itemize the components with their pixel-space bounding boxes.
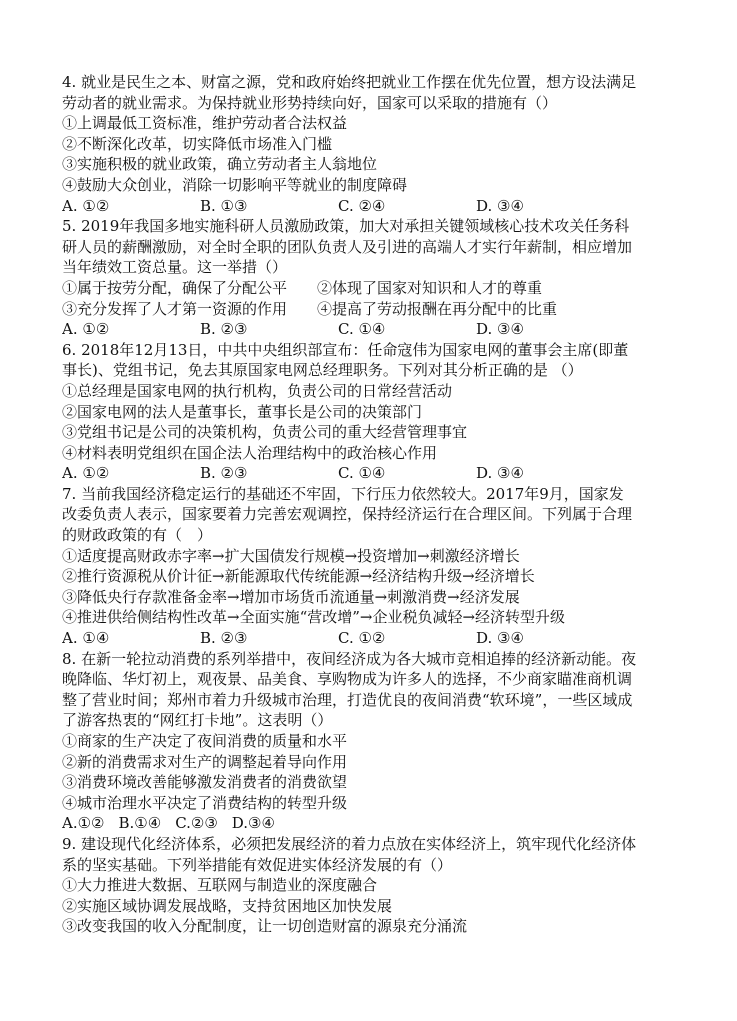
- statement-item: ③实施积极的就业政策，确立劳动者主人翁地位: [62, 155, 378, 174]
- answer-options: [62, 813, 702, 834]
- question-stem-line: 事长)、党组书记，免去其原国家电网总经理职务。下列对其分析正确的是 （）: [62, 361, 583, 380]
- option-a: A. ①②: [62, 196, 110, 215]
- question-8: [62, 649, 702, 834]
- option-b: B. ①③: [200, 196, 248, 215]
- question-stem-line: 6. 2018年12月13日，中共中央组织部宣布：任命寇伟为国家电网的董事会主席(即董: [62, 340, 629, 359]
- option-d: D. ③④: [476, 464, 524, 483]
- option-c: C. ①④: [338, 464, 386, 483]
- option-a: A. ①②: [62, 464, 110, 483]
- question-6: [62, 340, 702, 484]
- exam-page: [62, 72, 702, 937]
- statement-item: ④材料表明党组织在国企法人治理结构中的政治核心作用: [62, 443, 438, 462]
- statement-item: ③党组书记是公司的决策机构，负责公司的重大经营管理事宜: [62, 423, 468, 442]
- option-c: C.②③: [175, 814, 218, 833]
- statement-item: ②实施区域协调发展战略，支持贫困地区加快发展: [62, 896, 393, 915]
- option-a: A. ①④: [62, 629, 110, 648]
- statement-item: ①适度提高财政赤字率→扩大国债发行规模→投资增加→刺激经济增长: [62, 546, 520, 565]
- option-b: B. ②③: [200, 464, 248, 483]
- statement-item: ①属于按劳分配，确保了分配公平 ②体现了国家对知识和人才的尊重: [62, 278, 543, 297]
- option-a: A.①②: [62, 814, 105, 833]
- option-c: C. ①④: [338, 320, 386, 339]
- option-d: D.③④: [231, 814, 275, 833]
- statement-item: ①总经理是国家电网的执行机构，负责公司的日常经营活动: [62, 381, 453, 400]
- statement-item: ②国家电网的法人是董事长，董事长是公司的决策部门: [62, 402, 423, 421]
- statement-item: ①大力推进大数据、互联网与制造业的深度融合: [62, 876, 378, 895]
- statement-item: ①商家的生产决定了夜间消费的质量和水平: [62, 732, 348, 750]
- statement-item: ③充分发挥了人才第一资源的作用 ④提高了劳动报酬在再分配中的比重: [62, 299, 558, 318]
- statement-item: ③降低央行存款准备金率→增加市场货币流通量→刺激消费→经济发展: [62, 587, 520, 606]
- question-stem-line: 研人员的薪酬激励，对全时全职的团队负责人及引进的高端人才实行年薪制，相应增加: [62, 237, 633, 256]
- question-stem-line: 当年绩效工资总量。这一举措（）: [62, 258, 288, 277]
- option-d: D. ③④: [476, 320, 524, 339]
- statement-item: ②推行资源税从价计征→新能源取代传统能源→经济结构升级→经济增长: [62, 567, 535, 586]
- question-7: [62, 484, 702, 649]
- statement-item: ③消费环境改善能够激发消费者的消费欲望: [62, 773, 348, 792]
- question-stem-line: 7. 当前我国经济稳定运行的基础还不牢固，下行压力依然较大。2017年9月，国家发: [62, 484, 624, 503]
- option-b: B. ②③: [200, 629, 248, 648]
- question-4: [62, 72, 702, 216]
- option-c: C. ②④: [338, 196, 386, 215]
- option-d: D. ③④: [476, 629, 524, 648]
- question-stem-line: 改委负责人表示，国家要着力完善宏观调控，保持经济运行在合理区间。下列属于合理: [62, 505, 633, 524]
- question-stem-line: 的财政政策的有（ ）: [62, 526, 213, 545]
- answer-options: [62, 319, 702, 340]
- statement-item: ③改变我国的收入分配制度，让一切创造财富的源泉充分涌流: [62, 917, 468, 936]
- question-stem-line: 整了营业时间；郑州市着力升级城市治理，打造优良的夜间消费“软环境”，一些区域成: [62, 690, 633, 709]
- option-b: B. ②③: [200, 320, 248, 339]
- statement-item: ②不断深化改革，切实降低市场准入门槛: [62, 134, 333, 153]
- question-stem-line: 8. 在新一轮拉动消费的系列举措中，夜间经济成为各大城市竞相追捧的经济新动能。夜: [62, 649, 637, 668]
- statement-item: ④鼓励大众创业，消除一切影响平等就业的制度障碍: [62, 175, 408, 194]
- question-stem-line: 5. 2019年我国多地实施科研人员激励政策，加大对承担关键领域核心技术攻关任务科: [62, 217, 630, 236]
- answer-options: [62, 463, 702, 484]
- question-5: [62, 216, 702, 340]
- statement-item: ④城市治理水平决定了消费结构的转型升级: [62, 793, 348, 812]
- option-d: D. ③④: [476, 196, 524, 215]
- statement-item: ②新的消费需求对生产的调整起着导向作用: [62, 752, 348, 771]
- option-c: C. ①②: [338, 629, 386, 648]
- statement-item: ①上调最低工资标准，维护劳动者合法权益: [62, 114, 348, 133]
- statement-item: ④推进供给侧结构性改革→全面实施“营改增”→企业税负减轻→经济转型升级: [62, 608, 566, 627]
- question-stem-line: 劳动者的就业需求。为保持就业形势持续向好，国家可以采取的措施有（）: [62, 93, 558, 112]
- answer-options: [62, 628, 702, 649]
- answer-options: [62, 196, 702, 217]
- question-stem-line: 4. 就业是民生之本、财富之源，党和政府始终把就业工作摆在优先位置，想方设法满足: [62, 73, 637, 91]
- question-stem-line: 了游客热衷的“网红打卡地”。这表明（）: [62, 711, 333, 730]
- question-stem-line: 晚降临、华灯初上，观夜景、品美食、享购物成为许多人的选择，不少商家瞄准商机调: [62, 670, 633, 689]
- option-b: B.①④: [118, 814, 162, 833]
- option-a: A. ①②: [62, 320, 110, 339]
- question-9: [62, 834, 702, 937]
- question-stem-line: 系的坚实基础。下列举措能有效促进实体经济发展的有（）: [62, 855, 453, 874]
- question-stem-line: 9. 建设现代化经济体系，必须把发展经济的着力点放在实体经济上，筑牢现代化经济体: [62, 834, 637, 853]
